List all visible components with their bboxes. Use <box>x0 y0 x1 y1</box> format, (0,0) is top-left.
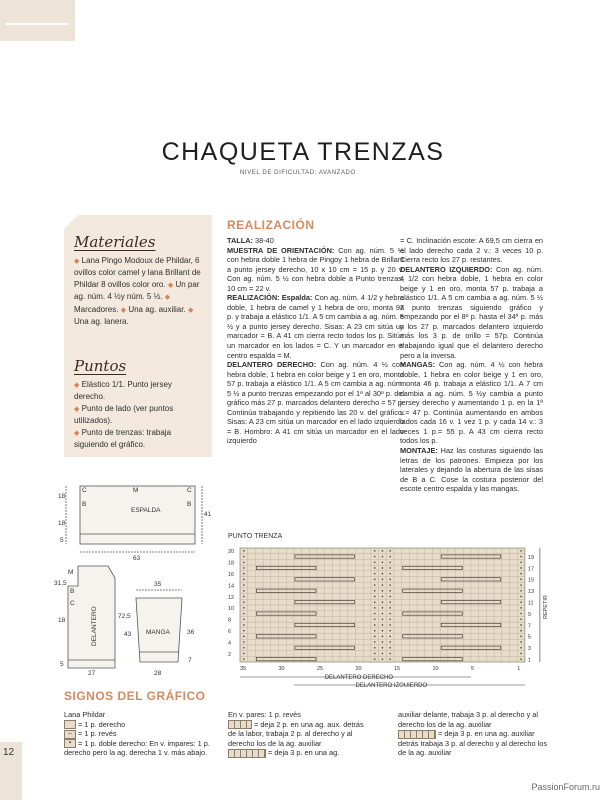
purl-dot <box>243 556 245 558</box>
purl-dot <box>374 647 376 649</box>
legend-column-3 <box>398 710 548 758</box>
purl-dot <box>389 647 391 649</box>
legend-text: Lana Phildar <box>64 710 106 719</box>
purl-dot <box>389 550 391 552</box>
section-label: DELANTERO IZQUIERDO: <box>400 264 493 274</box>
dim-value: 18 <box>58 493 66 500</box>
purl-dot <box>374 596 376 598</box>
page-number: 12 <box>3 747 15 758</box>
purl-dot <box>243 596 245 598</box>
instructions-column-2 <box>400 236 543 494</box>
section-label: MANGAS: <box>400 360 436 370</box>
section-label: MUESTRA DE ORIENTACIÓN: <box>227 245 335 255</box>
point-letter: M <box>68 569 74 576</box>
purl-dot <box>389 624 391 626</box>
stitches-list <box>74 379 204 450</box>
section-text: Con ag. núm. 4 ½ con hebra doble, 1 hebra en color beige y 1 en oro, monta 57 p. trabaja a elástico 1/1. A 5 cm cambia a ag. núm. 5 ½ a punto trenzas empezando por el 1º al 30º p. del gráfico más 27 p. marcados delantero derecho = 57 p. Continúa trabajando y repitiendo las 20 v. del gráfico. Sisas: A 23 cm sitúa un marcador en el lado izquierdo = B. Hombro: A 41 cm sitúa un marcador en el lado izquierdo <box>227 360 404 446</box>
section-text: Con ag. núm. 4 1/2 y hebra doble, 1 hebra de camel y 1 hebra de oro, monta 97 p. y trabaja a elástico 1/1. A 5 cm cambia a ag. núm. 5 ½ y a punto jersey derecho. Sisas: A 23 cm sitúa un marcador = B. A 41 cm cierra recto todos los p. Sitúa un marcador en los lados = C. Y un marcador en el centro espalda = M. <box>227 293 404 360</box>
legend-column-1 <box>64 710 224 758</box>
purl-dot <box>520 584 522 586</box>
purl-dot <box>389 601 391 603</box>
purl-dot <box>389 641 391 643</box>
purl-dot <box>243 590 245 592</box>
purl-dot <box>243 647 245 649</box>
dim-value: 31,5 <box>54 580 67 587</box>
diamond-bullet-icon: ◆ <box>74 429 80 437</box>
purl-dot <box>243 613 245 615</box>
purl-dot <box>389 653 391 655</box>
legend-text: auxiliar delante, trabaja 3 p. al derecho y al derecho los de la ag. auxiliar <box>398 710 539 729</box>
row-number: 7 <box>527 623 531 630</box>
materials-item: Un par ag. núm. 4 ½y núm. 5 ½. <box>74 279 200 302</box>
watermark: PassionForum.ru <box>531 782 600 792</box>
cable-3-back-symbol-icon <box>398 730 436 739</box>
diamond-bullet-icon: ◆ <box>74 405 80 413</box>
purl-dot <box>520 601 522 603</box>
purl-dot <box>374 618 376 620</box>
purl-dot <box>374 590 376 592</box>
purl-dot <box>243 573 245 575</box>
row-number: 16 <box>228 572 235 578</box>
purl-dot <box>382 567 384 569</box>
row-number: 4 <box>228 640 232 647</box>
row-number: 18 <box>228 560 235 567</box>
row-number: 10 <box>228 606 235 613</box>
purl-dot <box>382 658 384 660</box>
purl-dot <box>243 567 245 569</box>
purl-dot <box>520 590 522 592</box>
diamond-bullet-icon: ◆ <box>74 258 80 265</box>
purl-dot <box>374 658 376 660</box>
purl-dot <box>382 596 384 598</box>
purl-dot <box>520 596 522 598</box>
difficulty-level: NIVEL DE DIFICULTAD: AVANZADO <box>240 170 356 176</box>
dim-value: 36 <box>187 629 195 636</box>
purl-dot <box>382 607 384 609</box>
row-number: 5 <box>527 634 531 641</box>
diamond-bullet-icon: ◆ <box>187 306 194 314</box>
purl-dot <box>389 590 391 592</box>
purl-dot <box>389 567 391 569</box>
purl-dot <box>382 624 384 626</box>
stitch-item: Punto de trenzas: trabaja siguiendo el gráfico. <box>74 427 172 450</box>
purl-dot <box>374 584 376 586</box>
purl-dot <box>382 636 384 638</box>
column-number: 5 <box>471 666 475 672</box>
row-number: 9 <box>527 611 531 618</box>
header-tab <box>0 0 75 41</box>
purl-dot <box>520 630 522 632</box>
signos-heading: SIGNOS DEL GRÁFICO <box>64 689 206 703</box>
purl-dot <box>520 573 522 575</box>
purl-dot <box>243 561 245 563</box>
dim-value: 18 <box>58 617 66 624</box>
point-letter: C <box>70 600 75 607</box>
legend-text: = 1 p. doble derecho: En v. impares: 1 p. derecho pero la ag. derecha 1 v. más abajo. <box>64 738 210 758</box>
section-text: 38-40 <box>252 236 274 245</box>
purl-symbol-icon: – <box>64 730 76 739</box>
purl-dot <box>520 561 522 563</box>
point-letter: B <box>82 501 87 508</box>
purl-dot <box>520 567 522 569</box>
purl-dot <box>374 567 376 569</box>
purl-dot <box>389 636 391 638</box>
section-label: REALIZACIÓN: Espalda: <box>227 293 313 303</box>
front-right-label: DELANTERO DERECHO <box>324 675 394 681</box>
purl-dot <box>520 647 522 649</box>
pattern-schematics <box>36 476 226 676</box>
purl-dot <box>374 550 376 552</box>
legend-text: = deja 2 p. en una ag. aux. detrás de la labor, trabaja 2 p. al derecho y al derecho los de la ag. auxiliar <box>228 719 364 748</box>
knit-symbol-icon <box>64 720 76 729</box>
purl-dot <box>520 641 522 643</box>
cable-2-back-symbol-icon <box>228 720 252 729</box>
stitch-item: Punto de lado (ver puntos utilizados). <box>74 403 174 426</box>
purl-dot <box>389 584 391 586</box>
row-number: 20 <box>228 549 235 556</box>
purl-dot <box>382 641 384 643</box>
purl-dot <box>382 590 384 592</box>
purl-dot <box>382 647 384 649</box>
dim-value: 28 <box>154 670 162 676</box>
purl-dot <box>374 556 376 558</box>
section-text: Con ag. núm. 4 1/2 con hebra doble, 1 hebra en color beige y 1 en oro, monta 57 p. trabaja a elástico 1/1. A 5 cm cambia a ag. núm. 5 ½ a punto trenzas siguiendo gráfico y empezando por el 8º p. hasta el 34ª p. más y los 27 p. marcados delantero izquierdo más los 3 p. de orillo = 57p. Continúa trabajando igual que el delantero derecho pero a la inversa. <box>400 264 543 360</box>
section-label: MONTAJE: <box>400 446 438 456</box>
stitch-item: Elástico 1/1. Punto jersey derecho. <box>74 380 172 402</box>
purl-dot <box>520 636 522 638</box>
purl-dot <box>382 561 384 563</box>
section-text: Haz las costuras siguiendo las letras de los patrones. Empieza por los laterales y dejando la abertura de las sisas de B a C. Cose la costura posterior del escote centro espalda y las mangas. <box>400 446 543 494</box>
row-number: 8 <box>228 617 232 624</box>
row-number: 1 <box>527 657 531 664</box>
dim-value: 72,5 <box>118 613 131 620</box>
purl-dot <box>243 624 245 626</box>
instructions-column-1 <box>227 236 404 446</box>
row-number: 15 <box>527 577 535 584</box>
purl-dot <box>382 584 384 586</box>
purl-dot <box>243 550 245 552</box>
diamond-bullet-icon: ◆ <box>120 306 127 314</box>
column-number: 20 <box>355 666 362 672</box>
espalda-panel <box>80 486 195 544</box>
point-letter: B <box>70 588 75 595</box>
column-number: 15 <box>394 666 401 672</box>
double-knit-symbol-icon: ▪ <box>64 739 76 748</box>
purl-dot <box>520 607 522 609</box>
legend-text: = 1 p. revés <box>78 729 117 739</box>
materials-item: Lana Pingo Modoux de Phildar, 6 ovillos color camel y lana Brillant de Phildar 8 ovillos color oro. <box>74 256 201 289</box>
box-corner <box>64 215 78 229</box>
chart-label: PUNTO TRENZA <box>228 533 283 540</box>
purl-dot <box>389 596 391 598</box>
delantero-label: DELANTERO <box>91 606 98 646</box>
dim-value: 5 <box>60 537 64 544</box>
purl-dot <box>382 653 384 655</box>
column-number: 30 <box>278 666 285 672</box>
column-number: 1 <box>517 666 521 672</box>
purl-dot <box>389 607 391 609</box>
purl-dot <box>374 641 376 643</box>
dim-value: 5 <box>60 661 64 668</box>
section-text: Con ag. núm. 4 ½ con hebra doble, 1 hebra en color beige y 1 en oro, monta 46 p. trabaja a elástico 1/1. A 7 cm cambia a ag. núm. 5 ½y cambia a punto jersey derecho y aumentando 1 p. en la 1ª v.= 47 p. Continúa aumentando en ambos lados cada 16 v. 1 vez 1 p. y cada 14 v.: 3 veces 1 p.= 55 p. A 43 cm cierra recto todos los p. <box>400 360 543 446</box>
legend-text: = 1 p. derecho <box>78 719 126 729</box>
diamond-bullet-icon: ◆ <box>74 382 80 389</box>
purl-dot <box>243 579 245 581</box>
row-number: 14 <box>228 583 235 590</box>
point-letter: M <box>133 487 139 494</box>
row-number: 11 <box>527 600 534 607</box>
materials-item: Una ag. auxiliar. <box>128 304 186 314</box>
row-number: 12 <box>228 594 235 601</box>
purl-dot <box>382 573 384 575</box>
row-number: 3 <box>527 646 531 653</box>
dim-value: 41 <box>204 511 212 518</box>
point-letter: B <box>187 501 192 508</box>
dim-value: 35 <box>154 581 162 588</box>
purl-dot <box>374 613 376 615</box>
column-number: 25 <box>317 666 324 672</box>
purl-dot <box>374 607 376 609</box>
purl-dot <box>243 658 245 660</box>
manga-label: MANGA <box>146 629 170 636</box>
front-left-label: DELANTERO IZQUIERDO <box>355 683 428 687</box>
purl-dot <box>374 601 376 603</box>
purl-dot <box>520 579 522 581</box>
section-label: DELANTERO DERECHO: <box>227 360 317 370</box>
page-title: CHAQUETA TRENZAS <box>161 138 445 166</box>
legend-text: = deja 3 p. en una ag. auxiliar detrás trabaja 3 p. al derecho y al derecho los de la ag. auxiliar <box>398 729 548 758</box>
purl-dot <box>389 658 391 660</box>
section-label: TALLA: <box>227 236 253 245</box>
dim-value: 7 <box>188 657 192 664</box>
materials-item: Una ag. lanera. <box>74 317 129 327</box>
realizacion-heading: REALIZACIÓN <box>227 218 315 232</box>
purl-dot <box>520 658 522 660</box>
row-number: 13 <box>527 589 535 596</box>
purl-dot <box>243 653 245 655</box>
cable-chart <box>228 542 553 687</box>
purl-dot <box>520 624 522 626</box>
legend-column-2 <box>228 710 368 758</box>
purl-dot <box>389 579 391 581</box>
materiales-heading: Materiales <box>74 233 156 251</box>
purl-dot <box>382 556 384 558</box>
column-number: 35 <box>240 666 247 672</box>
purl-dot <box>382 579 384 581</box>
purl-dot <box>374 579 376 581</box>
puntos-heading: Puntos <box>74 357 127 375</box>
purl-dot <box>382 550 384 552</box>
purl-dot <box>243 636 245 638</box>
cable-3-front-symbol-icon <box>228 749 266 758</box>
purl-dot <box>382 618 384 620</box>
purl-dot <box>389 573 391 575</box>
purl-dot <box>382 613 384 615</box>
purl-dot <box>520 618 522 620</box>
purl-dot <box>374 636 376 638</box>
purl-dot <box>389 630 391 632</box>
row-number: 2 <box>228 651 232 658</box>
purl-dot <box>374 561 376 563</box>
materials-item: Marcadores. <box>74 304 119 314</box>
purl-dot <box>520 556 522 558</box>
purl-dot <box>389 561 391 563</box>
section-text: = C. Inclinación escote: A 69,5 cm cierra en el lado derecho cada 2 v.: 3 veces 10 p. Cierra recto los 27 p. restantes. <box>400 236 543 265</box>
repeat-label: REPETIR <box>542 595 549 619</box>
section-text: Con ag. núm. 5 ½ con hebra doble 1 hebra de Pingoy 1 hebra de Brillant a punto jersey derecho, 10 x 10 cm = 15 p. y 20 v. Con ag. núm. 5 ½ con hebra doble a Punto trenzas, 10 cm = 22 v. <box>227 245 404 293</box>
purl-dot <box>243 601 245 603</box>
purl-dot <box>374 653 376 655</box>
materials-list <box>74 255 204 327</box>
purl-dot <box>243 630 245 632</box>
purl-dot <box>243 607 245 609</box>
row-number: 6 <box>228 629 232 635</box>
column-number: 10 <box>432 666 439 672</box>
purl-dot <box>243 618 245 620</box>
espalda-label: ESPALDA <box>131 507 161 514</box>
purl-dot <box>243 641 245 643</box>
purl-dot <box>520 613 522 615</box>
dim-value: 18 <box>58 520 66 527</box>
purl-dot <box>389 618 391 620</box>
row-number: 17 <box>527 566 535 573</box>
diamond-bullet-icon: ◆ <box>167 281 174 289</box>
legend-text: En v. pares: 1 p. revés <box>228 710 301 719</box>
purl-dot <box>389 556 391 558</box>
purl-dot <box>374 573 376 575</box>
purl-dot <box>520 550 522 552</box>
purl-dot <box>374 624 376 626</box>
dim-value: 63 <box>133 555 141 562</box>
materials-box <box>64 215 212 457</box>
dim-value: 27 <box>88 670 96 676</box>
point-letter: C <box>187 487 192 494</box>
purl-dot <box>374 630 376 632</box>
dim-value: 43 <box>124 631 132 638</box>
purl-dot <box>389 613 391 615</box>
point-letter: C <box>82 487 87 494</box>
purl-dot <box>243 584 245 586</box>
purl-dot <box>382 601 384 603</box>
legend-text: = deja 3 p. en una ag. <box>268 748 340 758</box>
row-number: 19 <box>527 554 535 561</box>
purl-dot <box>382 630 384 632</box>
diamond-bullet-icon: ◆ <box>164 294 171 302</box>
purl-dot <box>520 653 522 655</box>
